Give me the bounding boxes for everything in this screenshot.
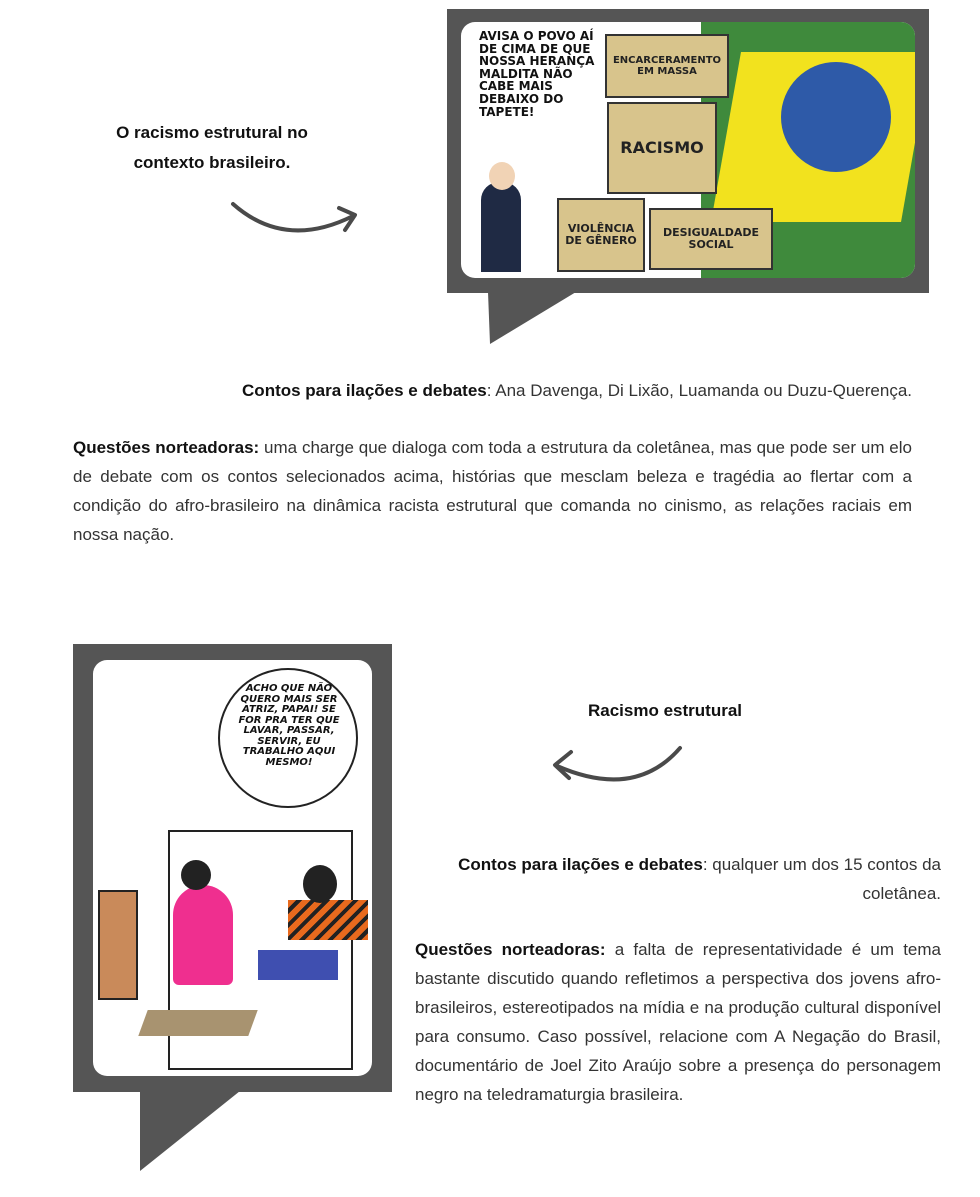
section1-caption <box>92 118 332 178</box>
speech-pointer <box>488 292 578 346</box>
cartoon-box: ENCARCERAMENTO EM MASSA <box>605 34 729 98</box>
contos-text: : qualquer um dos 15 contos da coletânea. <box>702 855 941 903</box>
section2-questoes <box>415 935 941 1109</box>
cartoon-image-atriz <box>93 660 372 1076</box>
questoes-text: uma charge que dialoga com toda a estrutura da coletânea, mas que pode ser um elo de debate com os contos selecionados acima, histórias que mesclam beleza e tragédia ao flertar com a condição do afro-brasileiro na dinâmica racista estrutural que comanda no cinismo, as relações raciais em nossa nação. <box>73 438 912 544</box>
cartoon-image-heranca-maldita <box>461 22 915 278</box>
questoes-label: Questões norteadoras: <box>73 438 260 457</box>
caption-line: O racismo estrutural no <box>116 123 308 142</box>
speech-pointer <box>138 1091 242 1173</box>
curved-arrow-left-icon <box>545 740 690 790</box>
section2-contos <box>415 850 941 908</box>
cartoon-box: RACISMO <box>607 102 717 194</box>
cartoon-speech: AVISA O POVO AÍ DE CIMA DE QUE NOSSA HERANÇA MALDITA NÃO CABE MAIS DEBAIXO DO TAPETE! <box>479 29 595 119</box>
section1-questoes <box>73 433 912 549</box>
contos-label: Contos para ilações e debates <box>242 381 487 400</box>
contos-text: : Ana Davenga, Di Lixão, Luamanda ou Duzu-Querença. <box>486 381 912 400</box>
contos-label: Contos para ilações e debates <box>458 855 703 874</box>
section2-caption: Racismo estrutural <box>588 701 742 720</box>
cartoon-box: DESIGUALDADE SOCIAL <box>649 208 773 270</box>
section1-contos <box>70 376 912 405</box>
questoes-label: Questões norteadoras: <box>415 940 606 959</box>
cartoon-box: VIOLÊNCIA DE GÊNERO <box>557 198 645 272</box>
cartoon-speech: ACHO QUE NÃO QUERO MAIS SER ATRIZ, PAPAI! SE FOR PRA TER QUE LAVAR, PASSAR, SERVIR, EU TRABALHO AQUI MESMO! <box>238 683 340 768</box>
questoes-text: a falta de representatividade é um tema bastante discutido quando refletimos a perspectiva dos jovens afro-brasileiros, estereotipados na mídia e na produção cultural disponível para consumo. Caso possível, relacione com A Negação do Brasil, documentário de Joel Zito Araújo sobre a presença do personagem negro na teledramaturgia brasileira. <box>415 940 941 1104</box>
caption-line: contexto brasileiro. <box>133 153 291 172</box>
curved-arrow-right-icon <box>225 190 365 240</box>
